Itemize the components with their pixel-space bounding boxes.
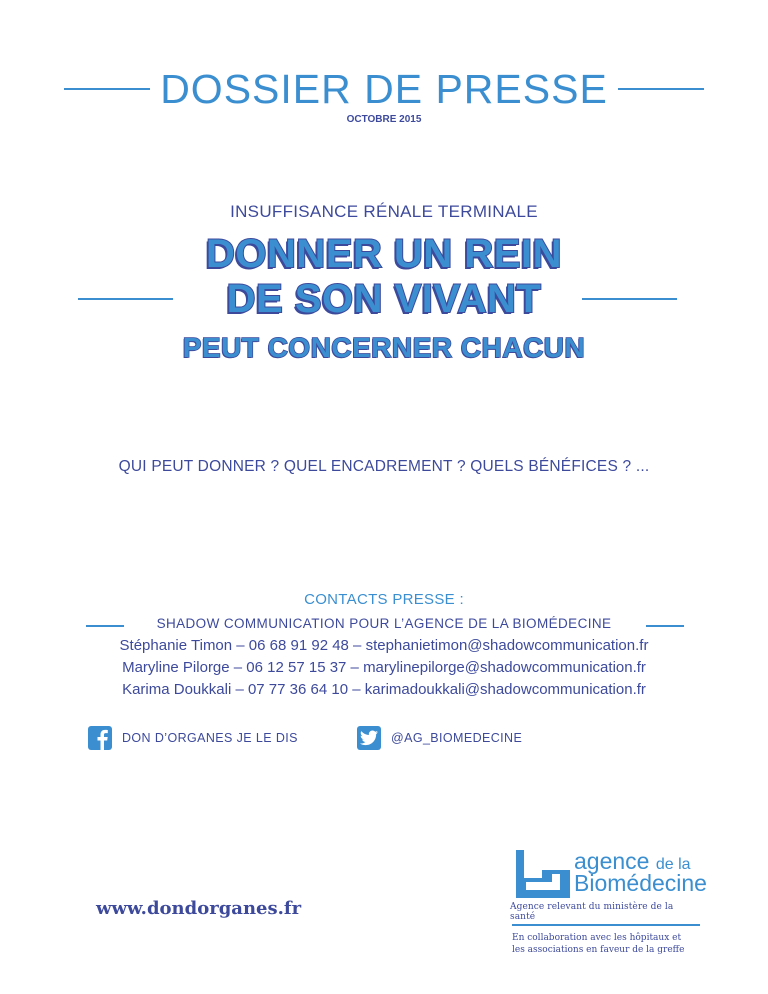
headline-line-2: DE SON VIVANT	[226, 277, 542, 321]
twitter-label: @AG_BIOMEDECINE	[391, 731, 523, 745]
contact-person-1: Stéphanie Timon – 06 68 91 92 48 – stephanietimon@shadowcommunication.fr	[119, 637, 649, 654]
twitter-icon	[357, 726, 381, 750]
contacts-title: CONTACTS PRESSE :	[304, 591, 464, 608]
headline-line-1: DONNER UN REIN	[206, 232, 562, 276]
document-date: OCTOBRE 2015	[346, 114, 422, 125]
collaboration-note	[512, 932, 702, 956]
website-link[interactable]: www.dondorganes.fr	[96, 898, 302, 919]
contact-person-3: Karima Doukkali – 07 77 36 64 10 – karimadoukkali@shadowcommunication.fr	[122, 681, 646, 698]
logo-tagline: Agence relevant du ministère de la santé	[510, 902, 674, 922]
logo-word-biomedecine: Biomédecine	[574, 870, 707, 896]
logo-word-agence: agence de la	[574, 848, 691, 874]
facebook-link[interactable]	[88, 726, 298, 750]
biomedecine-logo-mark	[512, 848, 572, 900]
twitter-link[interactable]	[357, 726, 522, 750]
facebook-label: DON D’ORGANES JE LE DIS	[122, 731, 298, 745]
topic-subtitle: INSUFFISANCE RÉNALE TERMINALE	[230, 202, 538, 221]
document-title: DOSSIER DE PRESSE	[0, 66, 768, 113]
questions-line: QUI PEUT DONNER ? QUEL ENCADREMENT ? QUELS BÉNÉFICES ? ...	[118, 458, 650, 475]
agency-logo	[510, 848, 707, 968]
collaboration-line-1: En collaboration avec les hôpitaux et	[512, 933, 682, 943]
press-agency: SHADOW COMMUNICATION POUR L’AGENCE DE LA BIOMÉDECINE	[156, 616, 612, 631]
contact-person-2: Maryline Pilorge – 06 12 57 15 37 – marylinepilorge@shadowcommunication.fr	[122, 659, 646, 676]
headline-line-3: PEUT CONCERNER CHACUN	[182, 332, 586, 363]
collaboration-line-2: les associations en faveur de la greffe	[512, 945, 685, 955]
logo-divider	[512, 924, 700, 926]
facebook-icon	[88, 726, 112, 750]
